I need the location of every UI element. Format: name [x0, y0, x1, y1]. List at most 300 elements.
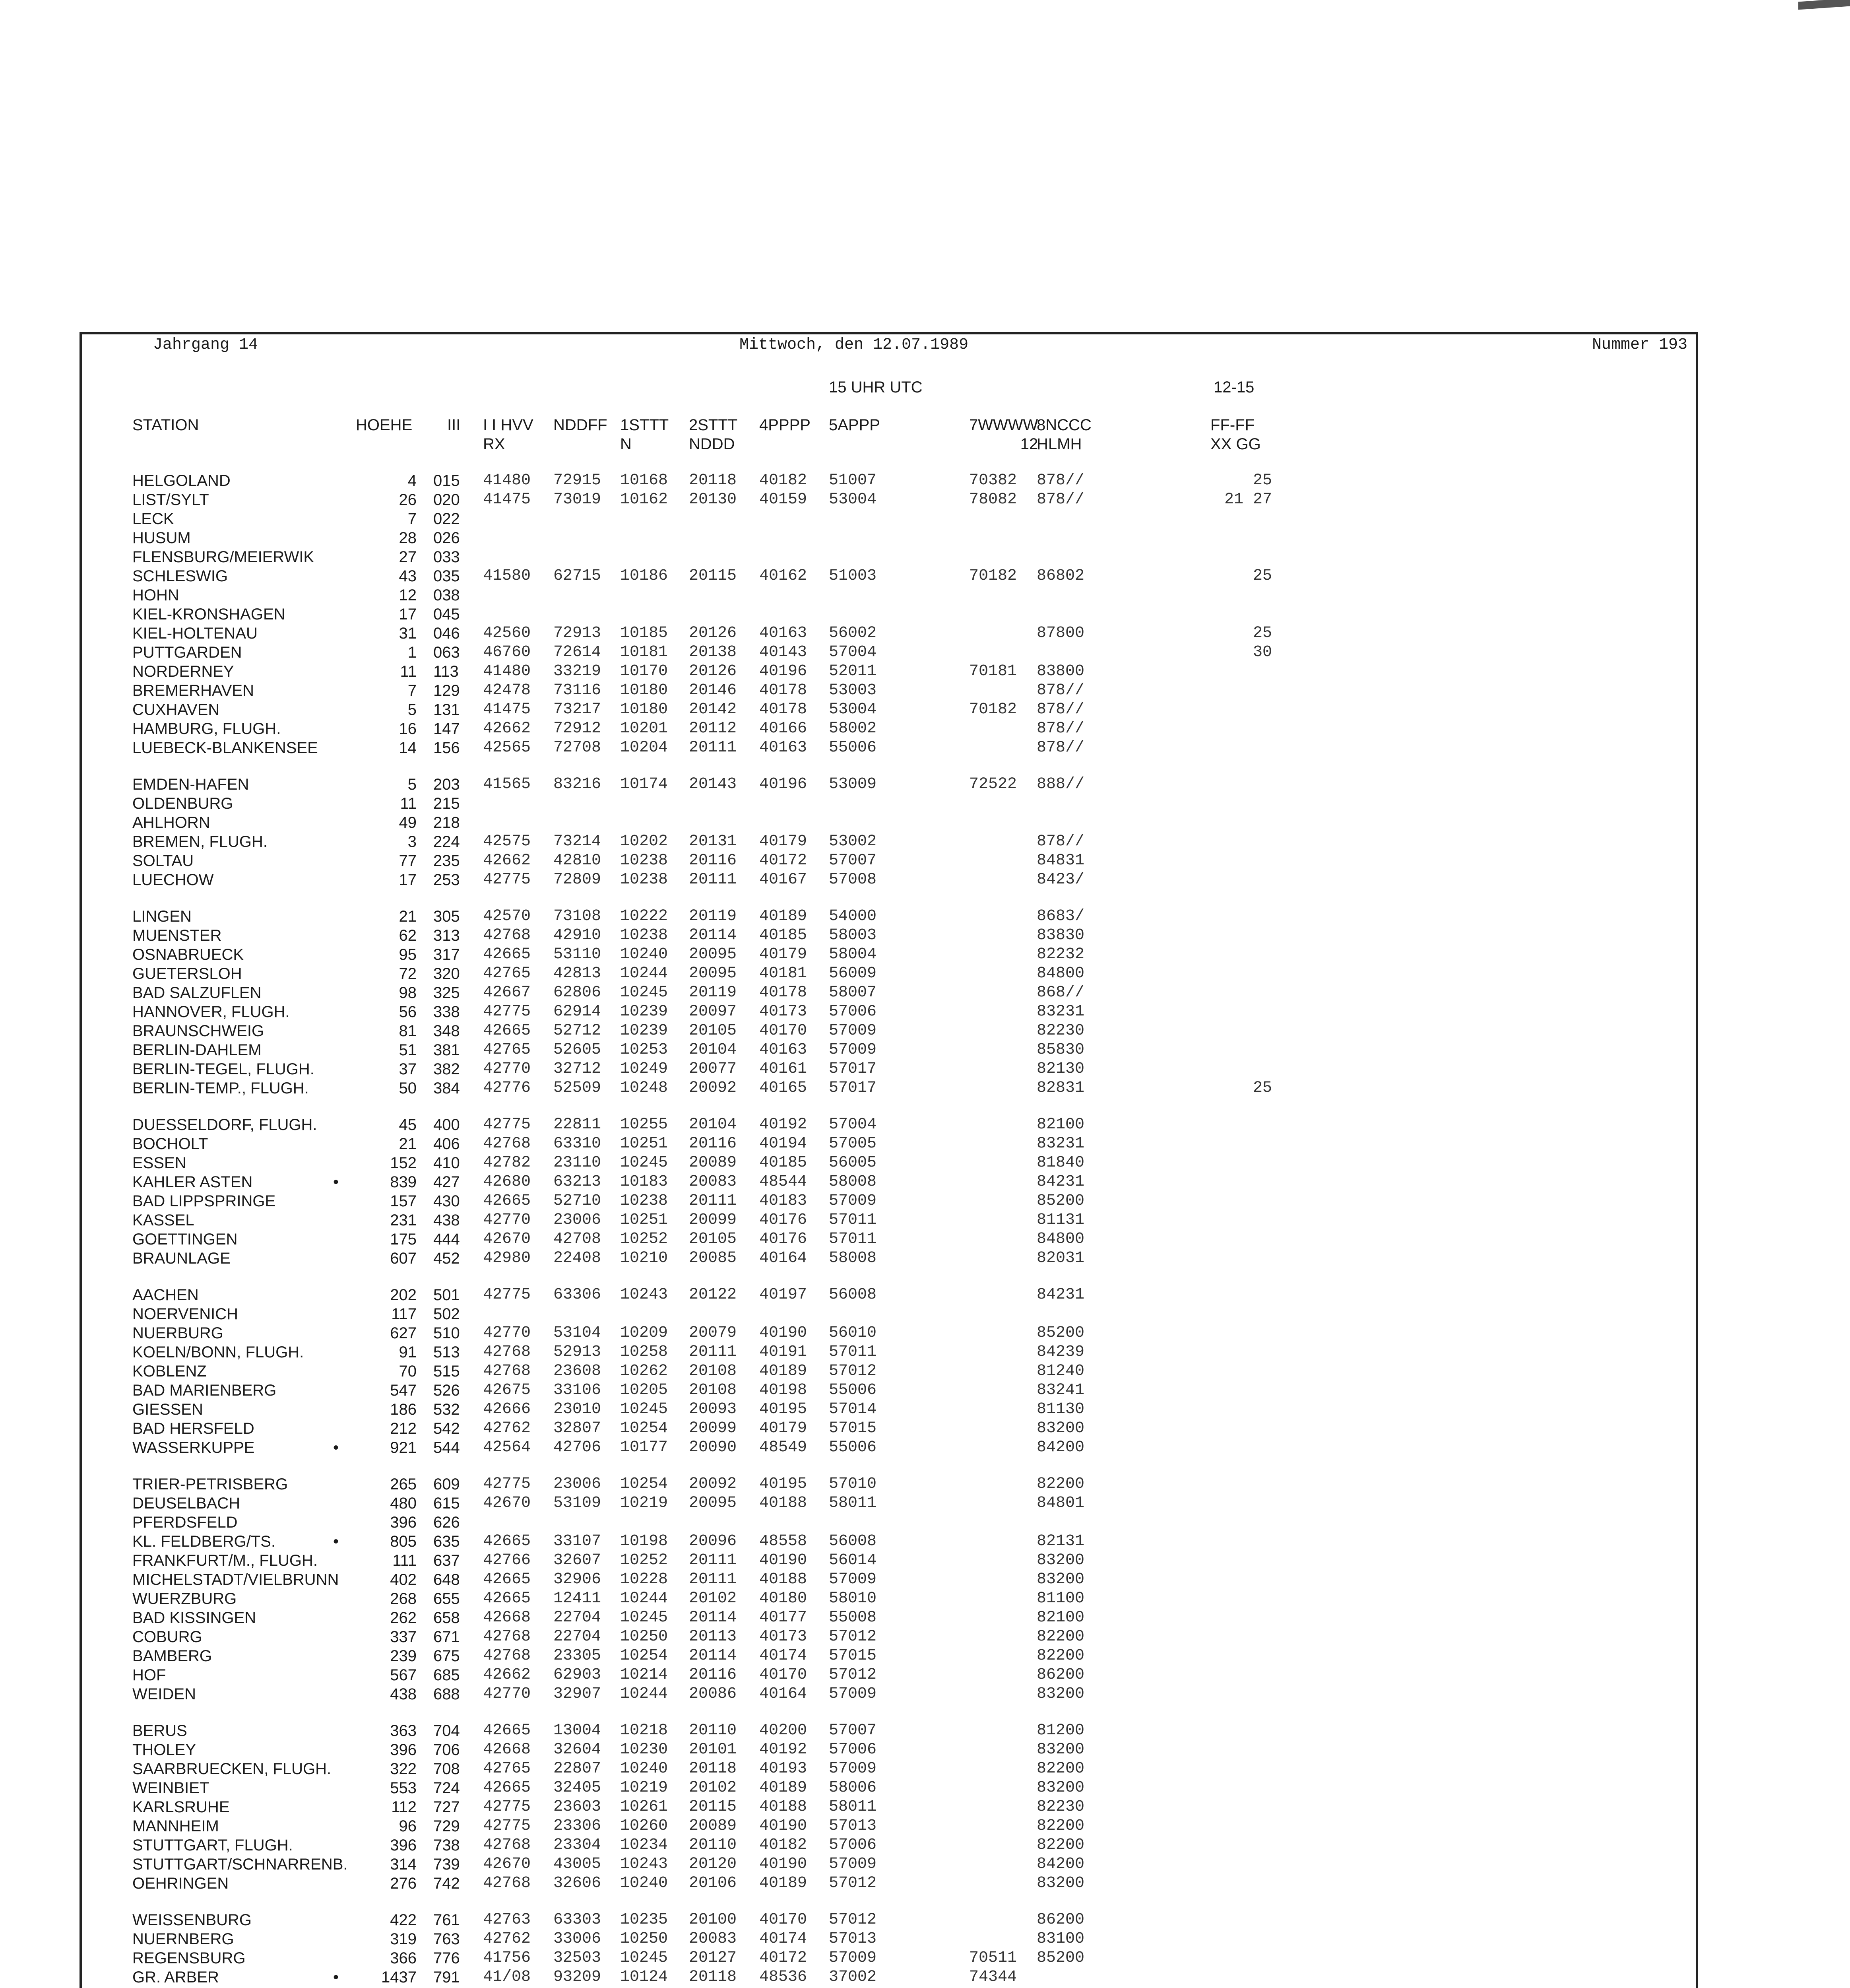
value-ihvv: 41756	[483, 1949, 531, 1967]
value-8nccc: 83200	[1037, 1874, 1085, 1892]
table-row	[0, 983, 1850, 1002]
value-8nccc: 82200	[1037, 1836, 1085, 1854]
table-row	[0, 832, 1850, 851]
value-4pppp: 40182	[759, 1836, 807, 1854]
value-2sttt: 20086	[689, 1685, 737, 1703]
value-8nccc: 888//	[1037, 775, 1085, 793]
station-id: 253	[433, 871, 460, 889]
value-nddff: 52913	[553, 1343, 601, 1361]
station-name: GUETERSLOH	[132, 965, 242, 982]
station-name: LIST/SYLT	[132, 491, 209, 509]
value-5appp: 57011	[829, 1211, 877, 1229]
value-ihvv: 42765	[483, 965, 531, 982]
station-name: MANNHEIM	[132, 1817, 219, 1835]
value-8nccc: 86200	[1037, 1911, 1085, 1929]
station-height: 21	[399, 1135, 417, 1153]
value-2sttt: 20110	[689, 1722, 737, 1740]
value-1sttt: 10250	[620, 1628, 668, 1646]
station-height: 480	[390, 1495, 417, 1512]
value-5appp: 57009	[829, 1192, 877, 1210]
station-name: HELGOLAND	[132, 472, 231, 489]
col-nddff: NDDFF	[553, 416, 607, 434]
value-4pppp: 40200	[759, 1722, 807, 1740]
station-name: WEISSENBURG	[132, 1911, 252, 1929]
station-height: 21	[399, 908, 417, 925]
table-row	[0, 1646, 1850, 1666]
station-height: 921	[390, 1439, 417, 1456]
station-id: 406	[433, 1135, 460, 1153]
station-height: 186	[390, 1401, 417, 1418]
value-gust: 25	[1253, 472, 1272, 489]
value-nddff: 63213	[553, 1173, 601, 1191]
value-8nccc: 84800	[1037, 1230, 1085, 1248]
station-name: BAD MARIENBERG	[132, 1382, 277, 1399]
value-gust: 25	[1253, 1079, 1272, 1097]
table-row	[0, 1285, 1850, 1305]
station-id: 427	[433, 1173, 460, 1191]
table-row	[0, 471, 1850, 490]
value-7wwww: 70182	[969, 701, 1017, 718]
station-name: WUERZBURG	[132, 1590, 237, 1607]
value-4pppp: 40166	[759, 720, 807, 738]
utc-heading: 15 UHR UTC	[829, 379, 923, 396]
value-nddff: 42910	[553, 926, 601, 944]
value-ihvv: 42768	[483, 1836, 531, 1854]
station-id: 430	[433, 1192, 460, 1210]
value-nddff: 73217	[553, 701, 601, 718]
value-8nccc: 83800	[1037, 662, 1085, 680]
station-id: 675	[433, 1647, 460, 1665]
value-nddff: 52710	[553, 1192, 601, 1210]
value-5appp: 57012	[829, 1874, 877, 1892]
value-8nccc: 878//	[1037, 833, 1085, 850]
table-row	[0, 964, 1850, 983]
value-ihvv: 46760	[483, 643, 531, 661]
value-2sttt: 20112	[689, 720, 737, 738]
value-2sttt: 20083	[689, 1173, 737, 1191]
value-ihvv: 42560	[483, 624, 531, 642]
table-row	[0, 1513, 1850, 1532]
value-ihvv: 41475	[483, 701, 531, 718]
station-id: 218	[433, 814, 460, 831]
value-7wwww: 78082	[969, 491, 1017, 509]
value-4pppp: 40178	[759, 984, 807, 1002]
value-1sttt: 10252	[620, 1230, 668, 1248]
value-1sttt: 10222	[620, 907, 668, 925]
value-5appp: 57015	[829, 1419, 877, 1437]
value-2sttt: 20100	[689, 1911, 737, 1929]
value-4pppp: 40179	[759, 1419, 807, 1437]
station-id: 224	[433, 833, 460, 850]
station-height: 3	[407, 833, 417, 850]
station-id: 020	[433, 491, 460, 509]
value-5appp: 55006	[829, 1439, 877, 1456]
value-1sttt: 10235	[620, 1911, 668, 1929]
station-name: BERLIN-TEGEL, FLUGH.	[132, 1060, 314, 1078]
value-2sttt: 20108	[689, 1381, 737, 1399]
value-ihvv: 42665	[483, 1532, 531, 1550]
value-4pppp: 40197	[759, 1286, 807, 1304]
station-id: 542	[433, 1420, 460, 1437]
table-row	[0, 1570, 1850, 1589]
value-ihvv: 42775	[483, 871, 531, 889]
value-1sttt: 10183	[620, 1173, 668, 1191]
station-id: 626	[433, 1514, 460, 1531]
station-id: 384	[433, 1079, 460, 1097]
col-7wwww: 7WWWW 12	[969, 416, 1038, 453]
page-corner-mark	[1798, 0, 1850, 10]
value-1sttt: 10251	[620, 1135, 668, 1153]
station-height: 319	[390, 1930, 417, 1948]
station-id: 305	[433, 908, 460, 925]
station-name: SAARBRUECKEN, FLUGH.	[132, 1760, 332, 1778]
station-name: KASSEL	[132, 1211, 194, 1229]
value-4pppp: 40182	[759, 472, 807, 489]
table-row	[0, 1685, 1850, 1704]
value-1sttt: 10177	[620, 1439, 668, 1456]
station-height: 50	[399, 1079, 417, 1097]
station-id: 320	[433, 965, 460, 982]
value-1sttt: 10186	[620, 567, 668, 585]
value-nddff: 72614	[553, 643, 601, 661]
value-4pppp: 48536	[759, 1968, 807, 1986]
group-separator	[0, 1893, 1850, 1910]
station-height: 14	[399, 739, 417, 757]
value-2sttt: 20093	[689, 1400, 737, 1418]
value-2sttt: 20116	[689, 852, 737, 870]
value-8nccc: 85200	[1037, 1192, 1085, 1210]
station-height: 16	[399, 720, 417, 738]
value-nddff: 73019	[553, 491, 601, 509]
station-height: 396	[390, 1741, 417, 1759]
table-row	[0, 700, 1850, 719]
station-id: 727	[433, 1798, 460, 1816]
value-nddff: 53109	[553, 1494, 601, 1512]
station-height: 396	[390, 1514, 417, 1531]
station-name: LUECHOW	[132, 871, 214, 889]
value-nddff: 32712	[553, 1060, 601, 1078]
value-5appp: 58010	[829, 1590, 877, 1607]
value-nddff: 23305	[553, 1647, 601, 1665]
station-id: 325	[433, 984, 460, 1002]
value-8nccc: 83200	[1037, 1551, 1085, 1569]
value-nddff: 33107	[553, 1532, 601, 1550]
value-ihvv: 42768	[483, 1628, 531, 1646]
station-id: 502	[433, 1305, 460, 1323]
station-name: SCHLESWIG	[132, 567, 228, 585]
table-row	[0, 945, 1850, 964]
station-id: 532	[433, 1401, 460, 1418]
table-row	[0, 1817, 1850, 1836]
value-8nccc: 83200	[1037, 1571, 1085, 1588]
table-row	[0, 1249, 1850, 1268]
value-5appp: 57009	[829, 1855, 877, 1873]
station-height: 363	[390, 1722, 417, 1740]
col-1sttt: 1STTT N	[620, 416, 669, 453]
value-1sttt: 10255	[620, 1116, 668, 1134]
station-height: 1	[407, 644, 417, 661]
station-name: BREMEN, FLUGH.	[132, 833, 268, 850]
value-8nccc: 82200	[1037, 1760, 1085, 1778]
value-5appp: 58003	[829, 926, 877, 944]
value-8nccc: 81200	[1037, 1722, 1085, 1740]
station-id: 724	[433, 1779, 460, 1797]
table-row	[0, 1721, 1850, 1740]
value-4pppp: 48558	[759, 1532, 807, 1550]
value-4pppp: 40163	[759, 739, 807, 757]
value-4pppp: 40189	[759, 1362, 807, 1380]
station-id: 022	[433, 510, 460, 528]
value-2sttt: 20106	[689, 1874, 737, 1892]
value-2sttt: 20111	[689, 1551, 737, 1569]
station-name: BAD LIPPSPRINGE	[132, 1192, 276, 1210]
value-nddff: 23306	[553, 1817, 601, 1835]
value-nddff: 22408	[553, 1249, 601, 1267]
value-1sttt: 10185	[620, 624, 668, 642]
station-name: MICHELSTADT/VIELBRUNN	[132, 1571, 339, 1588]
value-2sttt: 20127	[689, 1949, 737, 1967]
value-5appp: 56014	[829, 1551, 877, 1569]
value-nddff: 42706	[553, 1439, 601, 1456]
station-id: 615	[433, 1495, 460, 1512]
value-4pppp: 40143	[759, 643, 807, 661]
station-name: KIEL-HOLTENAU	[132, 625, 258, 642]
value-5appp: 57010	[829, 1475, 877, 1493]
station-height: 91	[399, 1343, 417, 1361]
table-row	[0, 1475, 1850, 1494]
table-row	[0, 1666, 1850, 1685]
value-5appp: 53002	[829, 833, 877, 850]
table-row	[0, 1079, 1850, 1098]
value-5appp: 57007	[829, 852, 877, 870]
value-4pppp: 40161	[759, 1060, 807, 1078]
value-8nccc: 82200	[1037, 1475, 1085, 1493]
value-4pppp: 40180	[759, 1590, 807, 1607]
value-8nccc: 84231	[1037, 1173, 1085, 1191]
value-ihvv: 42770	[483, 1324, 531, 1342]
station-id: 513	[433, 1343, 460, 1361]
station-id: 685	[433, 1666, 460, 1684]
station-height: 12	[399, 586, 417, 604]
value-2sttt: 20102	[689, 1590, 737, 1607]
value-ihvv: 41/08	[483, 1968, 531, 1986]
value-5appp: 57015	[829, 1647, 877, 1665]
value-4pppp: 40179	[759, 945, 807, 963]
value-1sttt: 10204	[620, 739, 668, 757]
table-row	[0, 1400, 1850, 1419]
value-4pppp: 40190	[759, 1817, 807, 1835]
station-name: BAD KISSINGEN	[132, 1609, 256, 1627]
value-4pppp: 40185	[759, 1154, 807, 1172]
value-2sttt: 20111	[689, 1192, 737, 1210]
value-5appp: 56008	[829, 1286, 877, 1304]
value-8nccc: 83200	[1037, 1779, 1085, 1797]
value-8nccc: 82100	[1037, 1609, 1085, 1627]
table-row	[0, 605, 1850, 624]
value-5appp: 57011	[829, 1230, 877, 1248]
station-height: 31	[399, 625, 417, 642]
value-8nccc: 868//	[1037, 984, 1085, 1002]
station-name: FRANKFURT/M., FLUGH.	[132, 1552, 318, 1569]
value-8nccc: 82130	[1037, 1060, 1085, 1078]
value-1sttt: 10170	[620, 662, 668, 680]
table-row	[0, 1305, 1850, 1324]
mountain-marker: •	[333, 1439, 339, 1456]
value-nddff: 22811	[553, 1116, 601, 1134]
station-id: 045	[433, 606, 460, 623]
station-height: 231	[390, 1211, 417, 1229]
value-nddff: 83216	[553, 775, 601, 793]
value-4pppp: 40189	[759, 1779, 807, 1797]
station-id: 156	[433, 739, 460, 757]
value-nddff: 32604	[553, 1741, 601, 1759]
table-row	[0, 1173, 1850, 1192]
station-name: NUERBURG	[132, 1324, 223, 1342]
table-row	[0, 586, 1850, 605]
station-height: 45	[399, 1116, 417, 1134]
value-2sttt: 20083	[689, 1930, 737, 1948]
station-name: WASSERKUPPE	[132, 1439, 255, 1456]
station-id: 382	[433, 1060, 460, 1078]
value-1sttt: 10238	[620, 871, 668, 889]
station-height: 49	[399, 814, 417, 831]
station-height: 366	[390, 1949, 417, 1967]
value-ihvv: 42775	[483, 1286, 531, 1304]
value-ihvv: 42565	[483, 739, 531, 757]
station-name: HOF	[132, 1666, 166, 1684]
table-row	[0, 662, 1850, 681]
table-row	[0, 1910, 1850, 1930]
station-height: 27	[399, 548, 417, 566]
value-2sttt: 20118	[689, 1968, 737, 1986]
value-1sttt: 10248	[620, 1079, 668, 1097]
station-height: 17	[399, 871, 417, 889]
value-4pppp: 40173	[759, 1628, 807, 1646]
station-id: 015	[433, 472, 460, 489]
station-id: 033	[433, 548, 460, 566]
value-nddff: 52605	[553, 1041, 601, 1059]
value-nddff: 42708	[553, 1230, 601, 1248]
station-name: LINGEN	[132, 908, 192, 925]
station-id: 381	[433, 1041, 460, 1059]
station-id: 147	[433, 720, 460, 738]
value-4pppp: 40178	[759, 701, 807, 718]
station-name: STUTTGART/SCHNARRENB.	[132, 1856, 348, 1873]
station-height: 81	[399, 1022, 417, 1040]
station-id: 708	[433, 1760, 460, 1778]
station-id: 671	[433, 1628, 460, 1646]
value-2sttt: 20120	[689, 1855, 737, 1873]
station-id: 317	[433, 946, 460, 963]
value-ihvv: 42763	[483, 1911, 531, 1929]
station-id: 215	[433, 795, 460, 812]
station-name: COBURG	[132, 1628, 202, 1646]
table-row	[0, 1134, 1850, 1153]
value-4pppp: 40170	[759, 1022, 807, 1040]
station-name: PUTTGARDEN	[132, 644, 242, 661]
station-id: 235	[433, 852, 460, 870]
value-nddff: 73108	[553, 907, 601, 925]
station-height: 265	[390, 1475, 417, 1493]
station-name: SOLTAU	[132, 852, 194, 870]
station-height: 5	[407, 701, 417, 718]
value-nddff: 72913	[553, 624, 601, 642]
value-1sttt: 10162	[620, 491, 668, 509]
value-4pppp: 40190	[759, 1855, 807, 1873]
value-2sttt: 20099	[689, 1211, 737, 1229]
station-name: WEIDEN	[132, 1685, 196, 1703]
value-8nccc: 878//	[1037, 720, 1085, 738]
value-4pppp: 40173	[759, 1003, 807, 1021]
value-4pppp: 40194	[759, 1135, 807, 1153]
value-8nccc: 81131	[1037, 1211, 1085, 1229]
station-name: EMDEN-HAFEN	[132, 776, 249, 793]
value-5appp: 57009	[829, 1041, 877, 1059]
value-ihvv: 42768	[483, 1135, 531, 1153]
value-nddff: 53104	[553, 1324, 601, 1342]
value-ihvv: 42770	[483, 1211, 531, 1229]
value-nddff: 32405	[553, 1779, 601, 1797]
value-2sttt: 20119	[689, 907, 737, 925]
station-id: 637	[433, 1552, 460, 1569]
station-name: BAMBERG	[132, 1647, 212, 1665]
value-8nccc: 81100	[1037, 1590, 1085, 1607]
value-4pppp: 40176	[759, 1211, 807, 1229]
value-8nccc: 84800	[1037, 965, 1085, 982]
value-ihvv: 42665	[483, 1779, 531, 1797]
value-8nccc: 82200	[1037, 1647, 1085, 1665]
value-1sttt: 10240	[620, 1760, 668, 1778]
value-2sttt: 20079	[689, 1324, 737, 1342]
value-5appp: 57013	[829, 1817, 877, 1835]
station-id: 544	[433, 1439, 460, 1456]
value-1sttt: 10238	[620, 1192, 668, 1210]
station-name: HANNOVER, FLUGH.	[132, 1003, 290, 1021]
value-1sttt: 10181	[620, 643, 668, 661]
value-8nccc: 84831	[1037, 852, 1085, 870]
table-row	[0, 1589, 1850, 1608]
station-name: KAHLER ASTEN	[132, 1173, 253, 1191]
col-5appp: 5APPP	[829, 416, 880, 434]
station-height: 567	[390, 1666, 417, 1684]
station-name: BERUS	[132, 1722, 187, 1740]
station-name: GIESSEN	[132, 1401, 203, 1418]
value-1sttt: 10245	[620, 1154, 668, 1172]
value-8nccc: 8423/	[1037, 871, 1085, 889]
table-row	[0, 1324, 1850, 1343]
value-4pppp: 40188	[759, 1494, 807, 1512]
station-id: 688	[433, 1685, 460, 1703]
table-row	[0, 1211, 1850, 1230]
value-5appp: 58008	[829, 1249, 877, 1267]
station-height: 117	[391, 1305, 417, 1323]
value-4pppp: 40172	[759, 1949, 807, 1967]
value-ihvv: 42768	[483, 926, 531, 944]
value-ihvv: 42570	[483, 907, 531, 925]
station-height: 839	[390, 1173, 417, 1191]
col-2sttt: 2STTT NDDD	[689, 416, 738, 453]
value-2sttt: 20116	[689, 1666, 737, 1684]
station-name: OEHRINGEN	[132, 1875, 229, 1892]
station-id: 515	[433, 1363, 460, 1380]
value-8nccc: 83241	[1037, 1381, 1085, 1399]
station-table	[0, 471, 1850, 1988]
value-1sttt: 10245	[620, 984, 668, 1002]
value-nddff: 93209	[553, 1968, 601, 1986]
station-height: 72	[399, 965, 417, 982]
value-gust: 21 27	[1224, 491, 1272, 509]
value-1sttt: 10252	[620, 1551, 668, 1569]
